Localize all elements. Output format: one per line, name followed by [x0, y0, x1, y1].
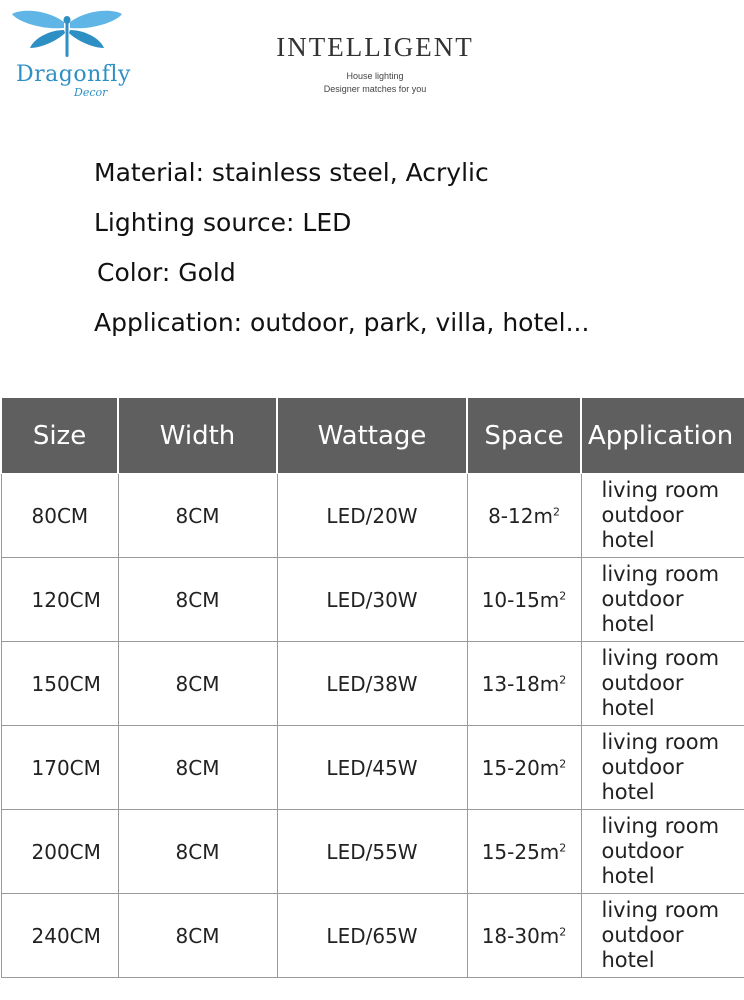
size-cell: 170CM — [1, 726, 118, 810]
application-line: hotel — [601, 696, 655, 720]
table-body — [1, 474, 744, 978]
size-table — [0, 397, 744, 978]
table-row — [1, 810, 744, 894]
width-cell: 8CM — [118, 558, 277, 642]
wattage-cell: LED/38W — [277, 642, 467, 726]
space-value: 18-30m — [481, 923, 560, 948]
logo-wordmark: Dragonfly — [16, 62, 131, 87]
application-line: outdoor — [601, 755, 684, 779]
application-line: living room — [601, 898, 720, 922]
application-cell — [581, 474, 744, 558]
size-cell: 150CM — [1, 642, 118, 726]
space-unit-superscript: 2 — [552, 504, 560, 518]
space-cell — [467, 642, 581, 726]
wattage-cell: LED/20W — [277, 474, 467, 558]
size-cell: 240CM — [1, 894, 118, 978]
brand-tagline-1: House lighting — [346, 71, 404, 81]
space-unit-superscript: 2 — [559, 672, 567, 686]
space-unit-superscript: 2 — [559, 840, 567, 854]
space-value: 8-12m — [488, 503, 553, 528]
application-cell — [581, 558, 744, 642]
table-header-row — [1, 398, 744, 474]
application-line: hotel — [601, 528, 655, 552]
application-line: living room — [601, 562, 720, 586]
wattage-cell: LED/30W — [277, 558, 467, 642]
spec-application: Application: outdoor, park, villa, hotel... — [94, 308, 590, 337]
width-cell: 8CM — [118, 894, 277, 978]
application-line: hotel — [601, 780, 655, 804]
dragonfly-logo — [8, 8, 131, 100]
application-line: outdoor — [601, 671, 684, 695]
width-cell: 8CM — [118, 726, 277, 810]
brand-title: INTELLIGENT — [276, 32, 474, 62]
column-header-application: Application — [581, 398, 744, 474]
space-value: 15-25m — [481, 839, 560, 864]
application-line: living room — [601, 646, 720, 670]
table-row — [1, 894, 744, 978]
table-row — [1, 726, 744, 810]
application-line: living room — [601, 730, 720, 754]
spec-list — [94, 155, 589, 355]
space-cell — [467, 558, 581, 642]
application-line: outdoor — [601, 839, 684, 863]
table-row — [1, 642, 744, 726]
spec-material: Material: stainless steel, Acrylic — [94, 158, 489, 187]
space-unit-superscript: 2 — [559, 756, 567, 770]
logo-subtitle: Decor — [74, 86, 108, 99]
space-unit-superscript: 2 — [559, 924, 567, 938]
application-line: hotel — [601, 948, 655, 972]
size-cell: 200CM — [1, 810, 118, 894]
wattage-cell: LED/65W — [277, 894, 467, 978]
application-line: living room — [601, 814, 720, 838]
space-unit-superscript: 2 — [559, 588, 567, 602]
brand-tagline-2: Designer matches for you — [323, 84, 427, 94]
dragonfly-icon — [8, 8, 126, 68]
application-cell — [581, 894, 744, 978]
space-cell — [467, 726, 581, 810]
application-cell — [581, 726, 744, 810]
application-cell — [581, 642, 744, 726]
wattage-cell: LED/55W — [277, 810, 467, 894]
spec-lighting-source: Lighting source: LED — [94, 208, 352, 237]
width-cell: 8CM — [118, 810, 277, 894]
application-line: outdoor — [601, 587, 684, 611]
space-cell — [467, 810, 581, 894]
application-cell — [581, 810, 744, 894]
column-header-space: Space — [467, 398, 581, 474]
application-line: hotel — [601, 612, 655, 636]
column-header-width: Width — [118, 398, 277, 474]
application-line: outdoor — [601, 923, 684, 947]
brand-header — [270, 32, 480, 94]
application-line: living room — [601, 478, 720, 502]
width-cell: 8CM — [118, 474, 277, 558]
application-line: outdoor — [601, 503, 684, 527]
size-cell: 80CM — [1, 474, 118, 558]
space-value: 15-20m — [481, 755, 560, 780]
space-cell — [467, 894, 581, 978]
space-value: 10-15m — [481, 587, 560, 612]
table-row — [1, 474, 744, 558]
application-line: hotel — [601, 864, 655, 888]
size-cell: 120CM — [1, 558, 118, 642]
width-cell: 8CM — [118, 642, 277, 726]
space-value: 13-18m — [481, 671, 560, 696]
wattage-cell: LED/45W — [277, 726, 467, 810]
spec-color: Color: Gold — [97, 258, 236, 287]
table-row — [1, 558, 744, 642]
column-header-wattage: Wattage — [277, 398, 467, 474]
space-cell — [467, 474, 581, 558]
column-header-size: Size — [1, 398, 118, 474]
